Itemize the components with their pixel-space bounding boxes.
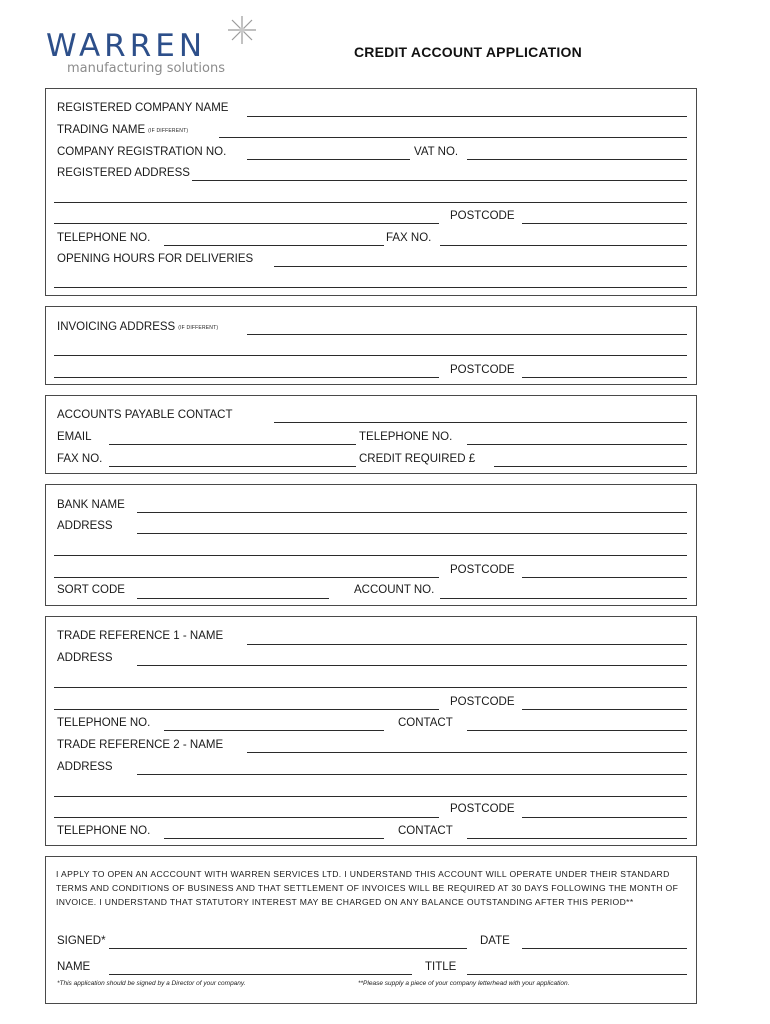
bank-address-line-3[interactable] bbox=[54, 577, 439, 578]
invoicing-address-line-2[interactable] bbox=[54, 355, 687, 356]
name-line[interactable] bbox=[109, 974, 412, 975]
signed-label: SIGNED* bbox=[57, 935, 106, 947]
trade-ref1-address-line-1[interactable] bbox=[137, 665, 687, 666]
registered-address-label: REGISTERED ADDRESS bbox=[57, 167, 190, 179]
trade-ref2-telephone-line[interactable] bbox=[164, 838, 384, 839]
company-registration-line[interactable] bbox=[247, 159, 410, 160]
company-postcode-label: POSTCODE bbox=[450, 210, 515, 222]
bank-name-line[interactable] bbox=[137, 512, 687, 513]
trade-ref2-address-line-2[interactable] bbox=[54, 796, 687, 797]
accounts-fax-line[interactable] bbox=[109, 466, 356, 467]
trade-ref1-address-line-3[interactable] bbox=[54, 709, 439, 710]
trade-references-section bbox=[45, 616, 697, 846]
trading-name-note: (IF DIFFERENT) bbox=[148, 128, 189, 134]
bank-name-label: BANK NAME bbox=[57, 499, 125, 511]
trade-ref2-postcode-label: POSTCODE bbox=[450, 803, 515, 815]
bank-address-line-2[interactable] bbox=[54, 555, 687, 556]
trade-ref1-postcode-label: POSTCODE bbox=[450, 696, 515, 708]
registered-company-name-line[interactable] bbox=[247, 116, 687, 117]
credit-required-line[interactable] bbox=[494, 466, 687, 467]
company-registration-label: COMPANY REGISTRATION NO. bbox=[57, 146, 227, 158]
star-icon bbox=[226, 14, 258, 46]
trade-ref1-address-label: ADDRESS bbox=[57, 652, 113, 664]
account-no-line[interactable] bbox=[440, 598, 687, 599]
title-line[interactable] bbox=[467, 974, 687, 975]
invoicing-postcode-line[interactable] bbox=[522, 377, 687, 378]
trade-ref1-telephone-label: TELEPHONE NO. bbox=[57, 717, 151, 729]
invoicing-address-label bbox=[57, 320, 218, 335]
director-signature-note: *This application should be signed by a Director of your company. bbox=[57, 980, 246, 987]
company-fax-line[interactable] bbox=[440, 245, 687, 246]
registered-address-line-2[interactable] bbox=[54, 202, 687, 203]
opening-hours-line-1[interactable] bbox=[274, 266, 687, 267]
credit-required-label: CREDIT REQUIRED £ bbox=[359, 453, 476, 465]
trade-ref2-contact-label: CONTACT bbox=[398, 825, 453, 837]
invoicing-section bbox=[45, 306, 697, 385]
vat-no-label: VAT NO. bbox=[414, 146, 459, 158]
trade-ref2-address-line-1[interactable] bbox=[137, 774, 687, 775]
page-title: CREDIT ACCOUNT APPLICATION bbox=[354, 44, 582, 60]
bank-address-label: ADDRESS bbox=[57, 520, 113, 532]
company-telephone-line[interactable] bbox=[164, 245, 384, 246]
trade-ref2-address-label: ADDRESS bbox=[57, 761, 113, 773]
accounts-telephone-line[interactable] bbox=[467, 444, 687, 445]
accounts-contact-label: ACCOUNTS PAYABLE CONTACT bbox=[57, 409, 233, 421]
company-postcode-line[interactable] bbox=[522, 223, 687, 224]
sort-code-line[interactable] bbox=[137, 598, 329, 599]
bank-address-line-1[interactable] bbox=[137, 533, 687, 534]
sort-code-label: SORT CODE bbox=[57, 584, 125, 596]
trade-ref1-telephone-line[interactable] bbox=[164, 730, 384, 731]
date-label: DATE bbox=[480, 935, 510, 947]
invoicing-postcode-label: POSTCODE bbox=[450, 364, 515, 376]
vat-no-line[interactable] bbox=[467, 159, 687, 160]
trade-ref1-name-line[interactable] bbox=[247, 644, 687, 645]
trade-ref1-address-line-2[interactable] bbox=[54, 687, 687, 688]
bank-postcode-line[interactable] bbox=[522, 577, 687, 578]
date-line[interactable] bbox=[522, 948, 687, 949]
trade-ref2-postcode-line[interactable] bbox=[522, 817, 687, 818]
accounts-telephone-label: TELEPHONE NO. bbox=[359, 431, 453, 443]
name-label: NAME bbox=[57, 961, 91, 973]
bank-postcode-label: POSTCODE bbox=[450, 564, 515, 576]
declaration-text: I APPLY TO OPEN AN ACCCOUNT WITH WARREN SERVICES LTD. I UNDERSTAND THIS ACCOUNT WILL OPERATE UNDER THEIR STANDARD TERMS AND CONDITIONS OF BUSINESS AND THAT SETTLEMENT OF INVOICES WILL BE REQUIRED AT 30 DAYS FOLLOWING THE MONTH OF INVOICE. I UNDERSTAND THAT STATUTORY INTEREST MAY BE CHARGED ON ANY BALANCE OUTSTANDING AFTER THIS PERIOD** bbox=[56, 869, 679, 907]
trade-ref2-contact-line[interactable] bbox=[467, 838, 687, 839]
invoicing-address-text: INVOICING ADDRESS bbox=[57, 321, 176, 333]
trade-ref2-name-line[interactable] bbox=[247, 752, 687, 753]
signature-line[interactable] bbox=[109, 948, 467, 949]
registered-address-line-3[interactable] bbox=[54, 223, 439, 224]
account-no-label: ACCOUNT NO. bbox=[354, 584, 435, 596]
trade-ref1-contact-line[interactable] bbox=[467, 730, 687, 731]
trade-ref2-telephone-label: TELEPHONE NO. bbox=[57, 825, 151, 837]
trade-ref1-contact-label: CONTACT bbox=[398, 717, 453, 729]
accounts-contact-line[interactable] bbox=[274, 422, 687, 423]
company-fax-label: FAX NO. bbox=[386, 232, 432, 244]
invoicing-address-line-1[interactable] bbox=[247, 334, 687, 335]
registered-address-line-1[interactable] bbox=[192, 180, 687, 181]
trading-name-label bbox=[57, 123, 188, 138]
trading-name-line[interactable] bbox=[219, 137, 687, 138]
opening-hours-line-2[interactable] bbox=[54, 287, 687, 288]
trading-name-text: TRADING NAME bbox=[57, 124, 146, 136]
logo-tagline: manufacturing solutions bbox=[67, 61, 225, 76]
letterhead-note: **Please supply a piece of your company letterhead with your application. bbox=[358, 980, 570, 987]
invoicing-address-line-3[interactable] bbox=[54, 377, 439, 378]
trade-ref2-address-line-3[interactable] bbox=[54, 817, 439, 818]
opening-hours-label: OPENING HOURS FOR DELIVERIES bbox=[57, 253, 254, 265]
company-telephone-label: TELEPHONE NO. bbox=[57, 232, 151, 244]
title-label: TITLE bbox=[425, 961, 457, 973]
invoicing-address-note: (IF DIFFERENT) bbox=[178, 325, 219, 331]
trade-ref1-postcode-line[interactable] bbox=[522, 709, 687, 710]
trade-ref1-name-label: TRADE REFERENCE 1 - NAME bbox=[57, 630, 224, 642]
registered-company-name-label: REGISTERED COMPANY NAME bbox=[57, 102, 229, 114]
trade-ref2-name-label: TRADE REFERENCE 2 - NAME bbox=[57, 739, 224, 751]
email-label: EMAIL bbox=[57, 431, 92, 443]
logo-wordmark: WARREN bbox=[46, 28, 207, 64]
email-line[interactable] bbox=[109, 444, 356, 445]
accounts-fax-label: FAX NO. bbox=[57, 453, 103, 465]
